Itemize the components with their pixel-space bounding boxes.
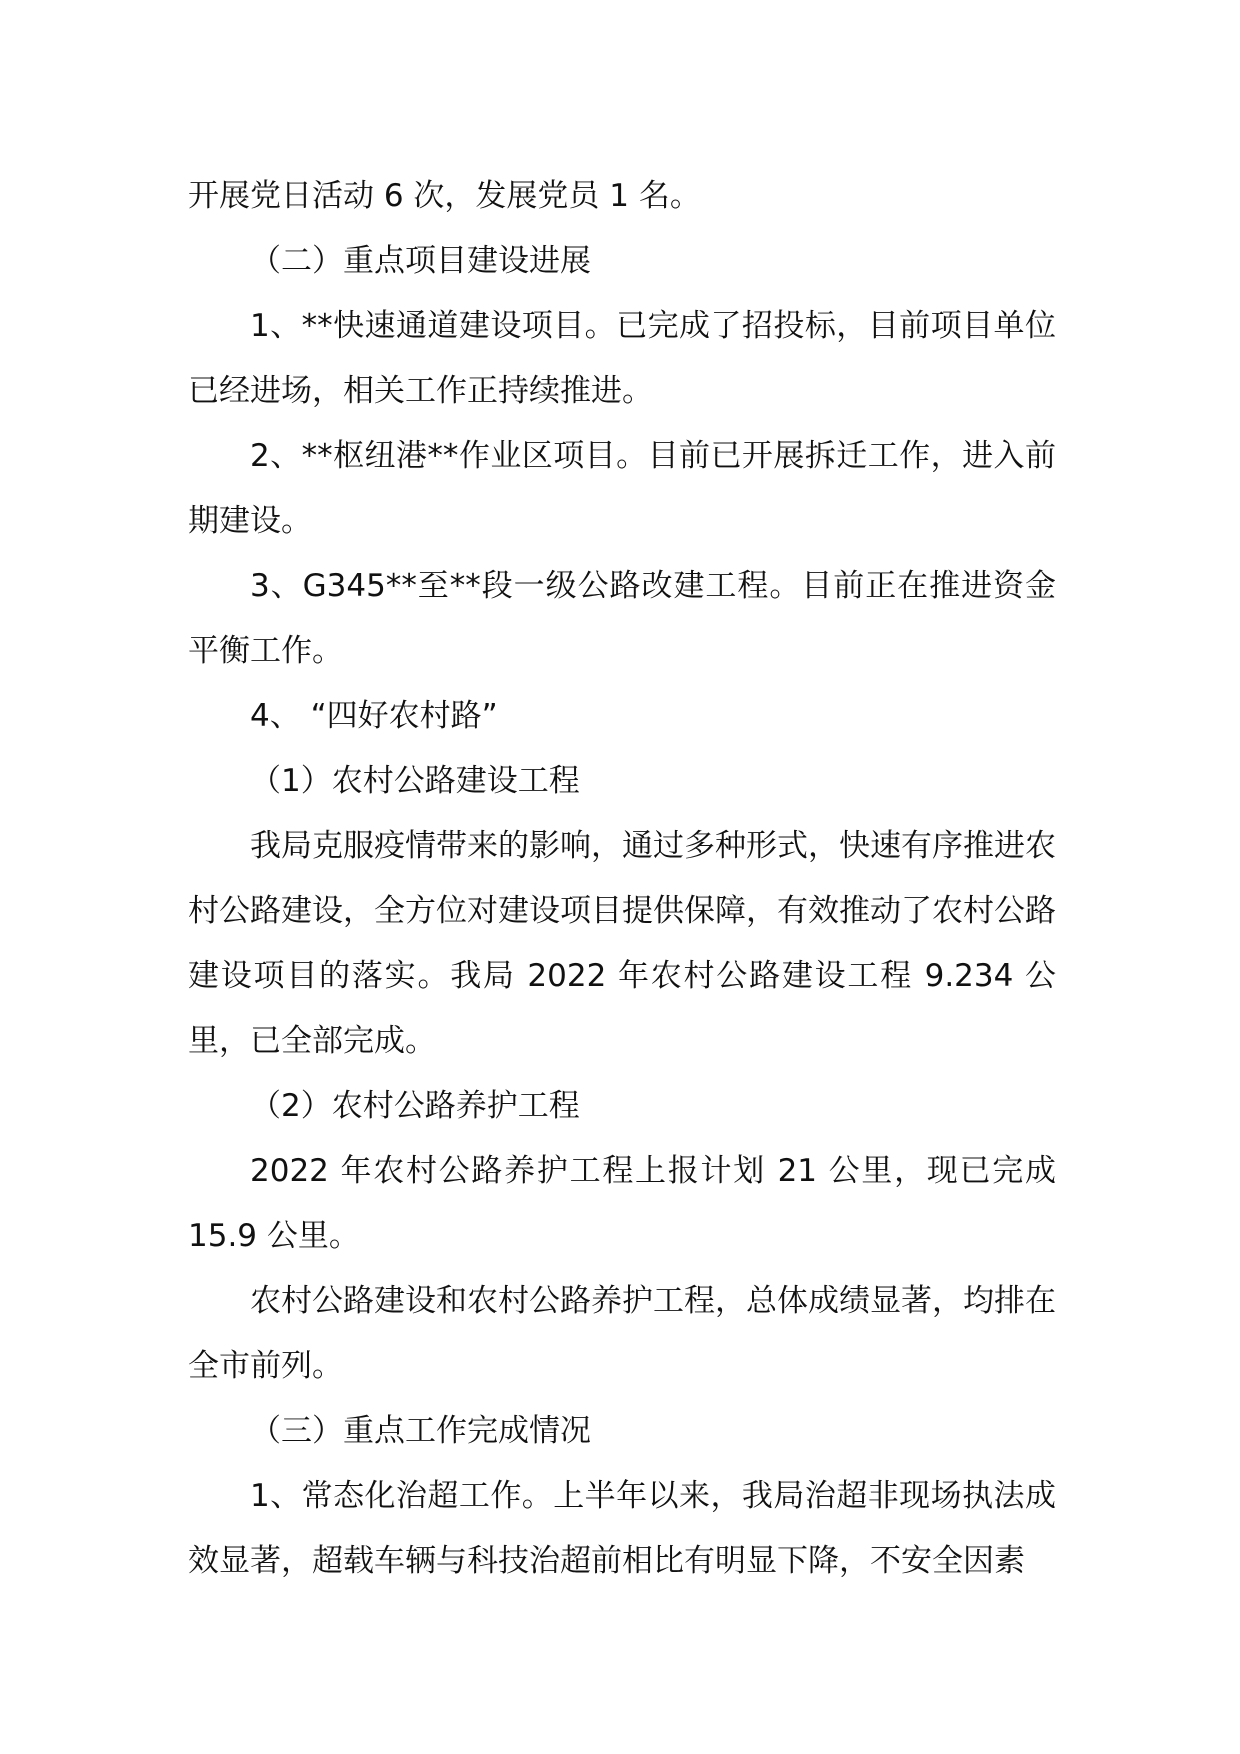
paragraph-rural-road-construction: 我局克服疫情带来的影响，通过多种形式，快速有序推进农村公路建设，全方位对建设项目提供保障，有效推动了农村公路建设项目的落实。我局 2022 年农村公路建设工程 9.234 公里，已全部完成。 [188, 828, 1056, 1059]
section-heading-key-projects: （二）重点项目建设进展 [250, 243, 591, 279]
subheading-rural-road-construction: （1）农村公路建设工程 [250, 763, 580, 799]
document-body [188, 164, 1056, 1594]
section-heading-key-work: （三）重点工作完成情况 [250, 1413, 591, 1449]
paragraph-rural-road-maintenance: 2022 年农村公路养护工程上报计划 21 公里，现已完成 15.9 公里。 [188, 1153, 1056, 1254]
subheading-rural-road-maintenance: （2）农村公路养护工程 [250, 1088, 580, 1124]
paragraph-party-activities: 开展党日活动 6 次，发展党员 1 名。 [188, 178, 701, 214]
paragraph-g345-highway-project: 3、G345**至**段一级公路改建工程。目前正在推进资金平衡工作。 [188, 568, 1056, 669]
paragraph-overload-control: 1、常态化治超工作。上半年以来，我局治超非现场执法成效显著，超载车辆与科技治超前相比有明显下降，不安全因素 [188, 1478, 1056, 1579]
paragraph-four-good-rural-roads: 4、 “四好农村路” [250, 698, 498, 734]
paragraph-hub-port-project: 2、**枢纽港**作业区项目。目前已开展拆迁工作，进入前期建设。 [188, 438, 1056, 539]
paragraph-express-channel-project: 1、**快速通道建设项目。已完成了招投标，目前项目单位已经进场，相关工作正持续推进。 [188, 308, 1056, 409]
paragraph-overall-results: 农村公路建设和农村公路养护工程，总体成绩显著，均排在全市前列。 [188, 1283, 1056, 1384]
